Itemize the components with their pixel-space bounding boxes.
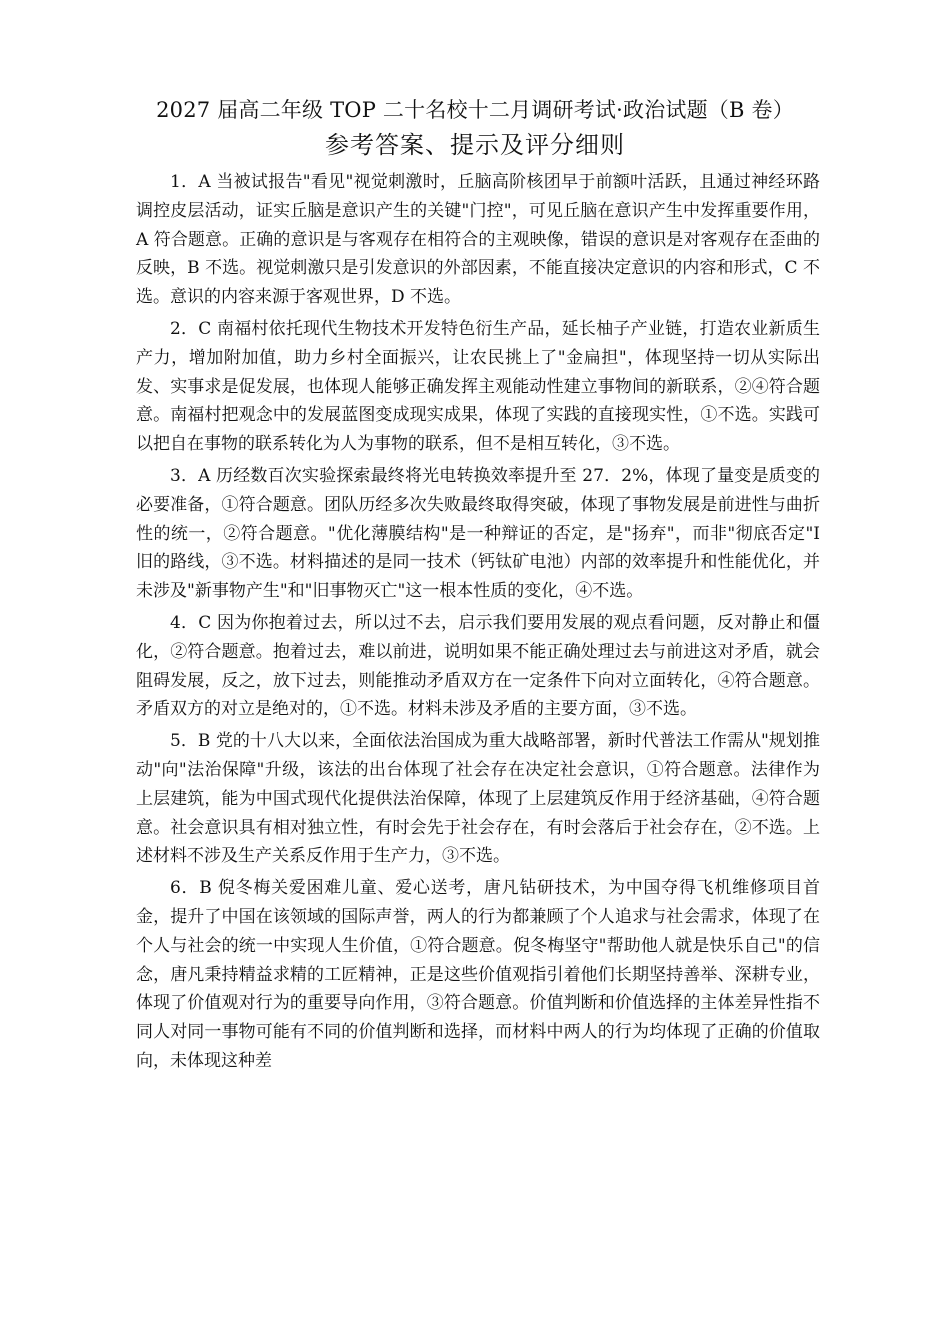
answer-item-3 [136, 462, 820, 606]
answer-text: 党的十八大以来，全面依法治国成为重大战略部署，新时代普法工作需从"规划推动"向"法治保障"升级，该法的出台体现了社会存在决定社会意识，①符合题意。法律作为上层建筑，能为中国式现代化提供法治保障，体现了上层建筑反作用于经济基础，④符合题意。社会意识具有相对独立性，有时会先于社会存在，有时会落后于社会存在，②不选。上述材料不涉及生产关系反作用于生产力，③不选。 [136, 731, 820, 867]
answer-text: 历经数百次实验探索最终将光电转换效率提升至 27．2%，体现了量变是质变的必要准备，①符合题意。团队历经多次失败最终取得突破，体现了事物发展是前进性与曲折性的统一，②符合题意。"优化薄膜结构"是一种辩证的否定，是"扬弃"，而非"彻底否定"I 旧的路线，③不选。材料描述的是同一技术（钙钛矿电池）内部的效率提升和性能优化，并未涉及"新事物产生"和"旧事物灭亡"这一根本性质的变化，④不选。 [136, 465, 820, 602]
answer-text: 当被试报告"看见"视觉刺激时，丘脑高阶核团早于前额叶活跃，且通过神经环路调控皮层活动，证实丘脑是意识产生的关键"门控"，可见丘脑在意识产生中发挥重要作用，A 符合题意。正确的意识是与客观存在相符合的主观映像，错误的意识是对客观存在歪曲的反映，B 不选。视觉刺激只是引发意识的外部因素，不能直接决定意识的内容和形式，C 不选。意识的内容来源于客观世界，D 不选。 [136, 172, 821, 308]
answer-number: 2．C [170, 318, 212, 339]
answer-number: 5．B [170, 731, 211, 752]
answer-number: 6．B [170, 878, 212, 899]
answer-item-4 [136, 609, 820, 724]
answer-text: 因为你抱着过去，所以过不去，启示我们要用发展的观点看问题，反对静止和僵化，②符合题意。抱着过去，难以前进，说明如果不能正确处理过去与前进这对矛盾，就会阻碍发展，反之，放下过去，则能推动矛盾双方在一定条件下向对立面转化，④符合题意。矛盾双方的对立是绝对的，①不选。材料未涉及矛盾的主要方面，③不选。 [136, 612, 821, 720]
answer-text: 倪冬梅关爱困难儿童、爱心送考，唐凡钻研技术，为中国夺得飞机维修项目首金，提升了中国在该领域的国际声誉，两人的行为都兼顾了个人追求与社会需求，体现了在个人与社会的统一中实现人生价值，①符合题意。倪冬梅坚守"帮助他人就是快乐自己"的信念，唐凡秉持精益求精的工匠精神，正是这些价值观指引着他们长期坚持善举、深耕专业，体现了价值观对行为的重要导向作用，③符合题意。价值判断和价值选择的主体差异性指不同人对同一事物可能有不同的价值判断和选择，而材料中两人的行为均体现了正确的价值取向，未体现这种差 [136, 878, 821, 1071]
answer-text: 南福村依托现代生物技术开发特色衍生产品，延长柚子产业链，打造农业新质生产力，增加附加值，助力乡村全面振兴，让农民挑上了"金扁担"，体现坚持一切从实际出发、实事求是促发展，也体现人能够正确发挥主观能动性建立事物间的新联系，②④符合题意。南福村把观念中的发展蓝图变成现实成果，体现了实践的直接现实性，①不选。实践可以把自在事物的联系转化为人为事物的联系，但不是相互转化，③不选。 [136, 318, 821, 455]
answer-list [136, 168, 820, 1076]
answer-item-6 [136, 874, 820, 1076]
answer-item-2 [136, 315, 820, 459]
answer-key-heading: 参考答案、提示及评分细则 [325, 131, 625, 159]
answer-item-5 [136, 727, 820, 871]
answer-number: 3．A [170, 465, 211, 486]
answer-number: 1．A [170, 172, 211, 192]
exam-title: 2027 届高二年级 TOP 二十名校十二月调研考试·政治试题（B 卷） [156, 98, 794, 122]
answer-number: 4．C [170, 612, 212, 633]
answer-item-1 [136, 168, 820, 312]
